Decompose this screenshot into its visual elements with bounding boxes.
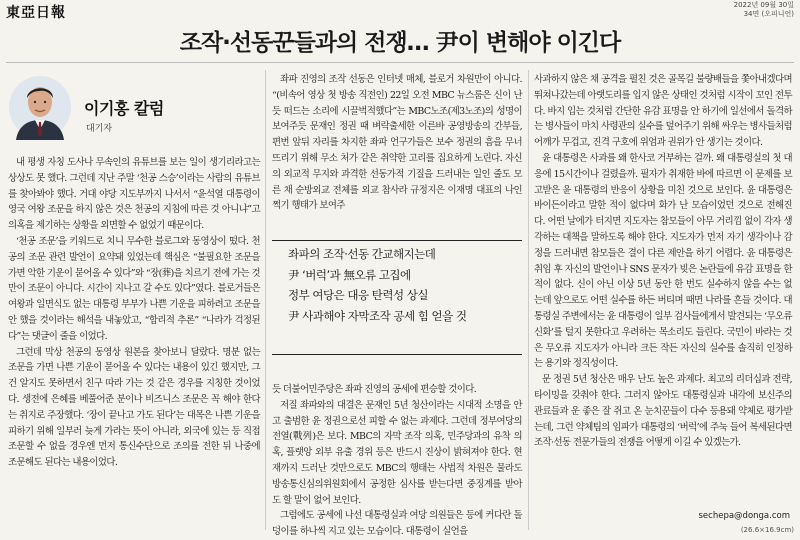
pullquote-rule-top xyxy=(272,240,522,241)
headline-divider xyxy=(6,62,794,63)
pullquote-rule-bottom xyxy=(272,354,522,355)
date-text: 2022년 09월 30일 xyxy=(733,1,794,9)
paragraph: 저질 좌파와의 대결은 문재인 5년 청산이라는 시대적 소명을 안고 출범한 윤 정권으로선 피할 수 없는 과제다. 그런데 정부여당의 전열(戰列)은 보다. MBC의 자막 조작 의혹, 민주당과의 유착 의혹, 플랫앙 외부 유출 경위 등은 반드시 진상이 밝혀져야 한다. 현재까지 드러난 것만으로도 MBC의 행태는 사법적 차원은 물라도 방송통신심의위원회에서 공정한 심사를 받는다면 중징계를 받아도 할 말이 없어 보인다. xyxy=(272,399,522,506)
dateline xyxy=(734,1,794,19)
paragraph: 내 평생 자칭 도사나 무속인의 유튜브를 보는 일이 생기리라고는 상상도 못 했다. 그런데 지난 주말 ‘천공 스승’이라는 사람의 유튜브를 찾아봐야 했다. 거대 야당 지도부까지 나서서 “윤석열 대통령이 영국 여왕 조문을 하지 않은 것은 천공의 지침에 따른 것 아니냐”고 의혹을 제기하는 상황을 외면할 수 없었기 때문이다. xyxy=(8,157,260,232)
paragraph: 윤 대통령은 사과를 왜 한사코 거부하는 걸까. 왜 대통령실의 첫 대응에 15시간이나 걸렸을까. 필자가 취재한 바에 따르면 이 문제를 보고받은 윤 대통령의 반응이 상황을 미친 것으로 보인다. 윤 대통령은 바이든이라고 말한 적이 없다며 화가 난 모습이었던 것으로 전해진다. 어떤 날에가 터지면 지도자는 참모들이 아무 거리낌 없이 각자 생각하는 대책을 말하도록 해야 한다. 지도자가 먼저 자기 생각이나 감정을 드러내면 참모들은 결이 다른 제안을 하기 어렵다. 윤 대통령은 취임 후 자신의 발언이나 SNS 문자가 빚은 논란들에 유감 표명을 한 적이 없다. 신이 아닌 이상 5년 동안 한 번도 실수하지 않을 수는 없는데 앞으로도 어떤 실수를 하든 버티며 때면 나라를 흔들 것이다. 대통령실 주변에서는 윤 대통령이 일부 검사들에게서 발견되는 ‘무오류 신화’를 털지 못한다고 우려하는 목소리도 들린다. 국민이 바라는 것은 무오류 지도자가 아니라 크든 작든 자신의 실수를 솔직히 인정하는 용기와 정직성이다. xyxy=(534,152,792,370)
page-text: 34면 (오피니언) xyxy=(743,10,794,18)
column-1 xyxy=(8,155,260,471)
paragraph: 그런데 막상 천공의 동영상 원본을 찾아보니 달랐다. 명분 없는 조문을 가면 나쁜 기운이 묻어올 수 있다는 내용이 있긴 했지만, 그건 알지도 못하면서 친구 따라 가는 것 같은 경우를 지칭한 것이었다. 생전에 은혜를 베풀어준 분이나 비즈니스 조문은 꼭 해야 한다는 취지로 주장했다. ‘장이 끝나고 가도 된다’는 대목은 나쁜 기운을 피하기 위해 일부러 늦게 가라는 뜻이 아니라, 외국에 있는 등 직접 조문할 수 없을 경우엔 먼저 통신수단으로 조의를 전한 뒤 나중에 조문해도 된다는 내용이었다. xyxy=(8,346,260,469)
column-divider xyxy=(528,70,529,530)
column-2-continued xyxy=(272,382,522,540)
pullquote-line: 정부 여당은 대응 탄력성 상실 xyxy=(288,288,428,302)
masthead: 東亞日報 xyxy=(6,5,66,21)
pullquote xyxy=(288,244,518,326)
column-divider xyxy=(265,70,266,530)
column-2 xyxy=(272,72,522,214)
paragraph: 듯 더불어민주당은 좌파 진영의 공세에 편승할 것이다. xyxy=(272,384,477,395)
paragraph: ‘천공 조문’을 키워드로 치니 무수한 블로그와 동영상이 떴다. 천공의 조문 관련 발언이 요약돼 있었는데 핵심은 “불필요한 조문을 가면 악한 기운이 묻어올 수 있다”와 “장(葬)을 치르기 전에 가는 것만이 조문이 아니다. 시간이 지나고 갈 수도 있다”였다. 블로거들은 여왕과 일면식도 없는 대통령 부부가 나쁜 기운을 피하려고 조문을 안 했을 것이라는 해석을 내놓았고, “합리적 추론” “나라가 걱정된다”는 댓글이 줄을 이었다. xyxy=(8,235,260,342)
pullquote-line: 尹 ‘버럭’과 無오류 고집에 xyxy=(288,267,411,282)
paragraph: 사과하지 않은 채 공격을 펼친 것은 골목길 불량배들을 쫓아내겠다며 뛰쳐나갔는데 아랫도리를 입지 않은 상태인 것처럼 시작이 꼬인 전투다. 바지 입는 것처럼 간단한 유감 표명을 안 하기에 일선에서 돌격하는 병사들이 마치 사령관의 실수를 덮어주기 위해 싸우는 병사들처럼 어깨가 무겁고, 진격 구호에 위엄과 권위가 안 생기는 것이다. xyxy=(534,74,792,149)
clipping-size: (26.6×16.9cm) xyxy=(740,526,794,534)
pullquote-line: 尹 사과해야 자막조작 공세 힘 얻을 것 xyxy=(288,308,467,323)
headline: 조작·선동꾼들과의 전쟁… 尹이 변해야 이긴다 xyxy=(179,30,621,56)
paragraph: 그럼에도 공세에 나선 대통령실과 여당 의원들은 등에 커다란 돌덩이를 하나씩 지고 있는 모습이다. 대통령이 실언을 xyxy=(272,510,522,538)
paragraph: 문 정권 5년 청산은 매우 난도 높은 과제다. 최고의 리더십과 전략, 타이밍을 갖춰야 한다. 그러지 않아도 대통령실과 내각에 보신주의 관료들과 운 좋은 잘 쥐고 온 눈치꾼들이 다수 등용돼 약체로 평가받는데, 그런 약체팀의 임파가 대통령의 ‘버럭’에 주눅 들어 복세된다면 조작·선동 전문가들의 전쟁을 어떻게 이길 수 있겠는가. xyxy=(534,374,792,449)
author-email: sechepa@donga.com xyxy=(698,511,790,521)
pullquote-line: 좌파의 조작·선동 간교해지는데 xyxy=(288,247,436,261)
column-3 xyxy=(534,72,792,451)
paragraph: 좌파 진영의 조작 선동은 인터넷 매체, 블로거 차원만이 아니다. “(비속어 영상 첫 방송 직전인) 22일 오전 MBC 뉴스룸은 신이 난 듯 떠드는 소리에 시끌벅적했다”는 MBC노조(제3노조)의 성명이 보여주듯 문재인 정권 때 벼락출세한 이른바 공영방송의 간부들, 편번 앞뒤 자리를 차지한 좌파 언구가들은 보수 정권의 흠을 무너뜨리기 위해 무소 처가 같은 취약한 고리를 집요하게 노린다. 자신의 외교적 무지와 과격한 선동가적 기질을 드러내는 일인 줄도 모른 채 순방외교 전체를 외교 참사라 규정지은 이재명 대표의 나인쩍기 행태가 보여주 xyxy=(272,74,522,212)
columnist-portrait xyxy=(8,74,72,140)
columnist-role: 대기자 xyxy=(86,124,113,134)
columnist-name: 이기홍 칼럼 xyxy=(84,99,164,118)
